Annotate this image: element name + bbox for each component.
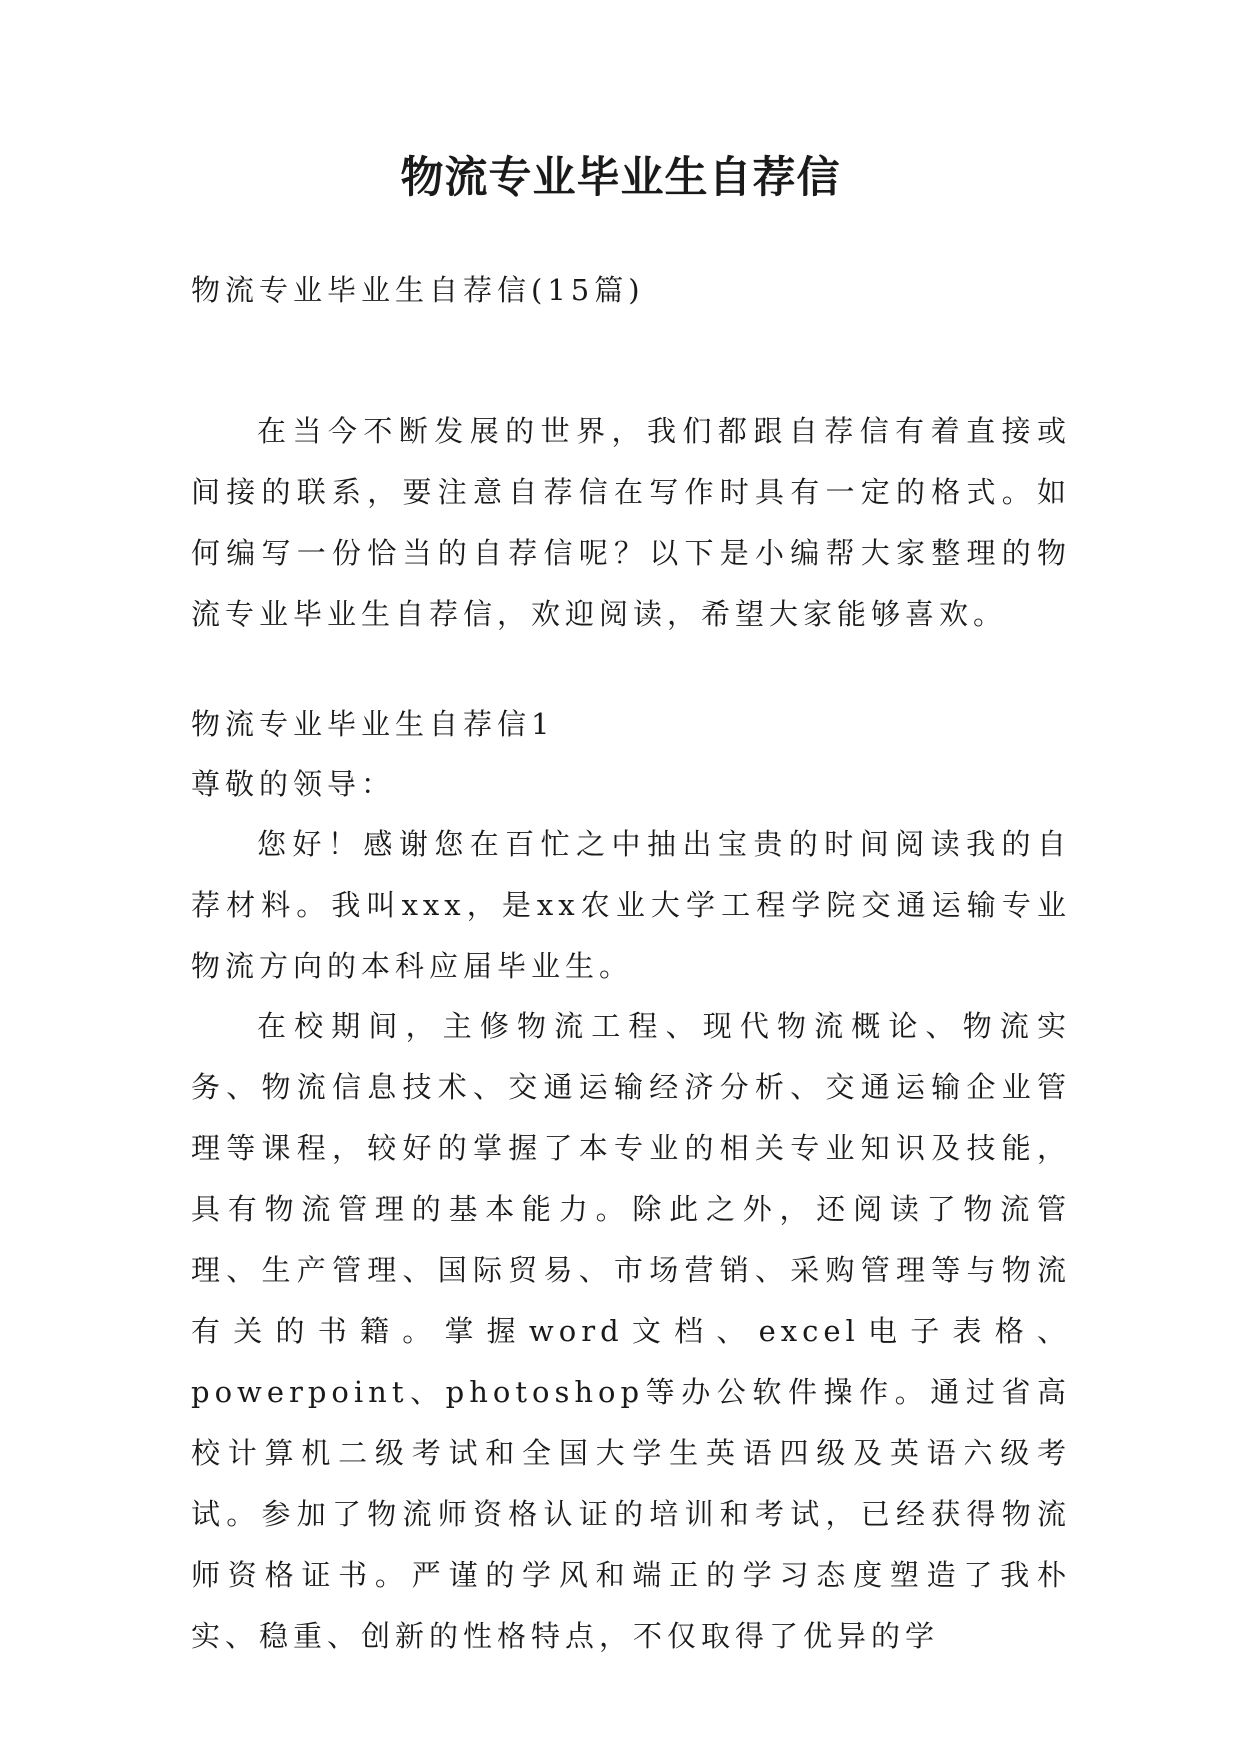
letter-paragraph-2: 在校期间，主修物流工程、现代物流概论、物流实务、物流信息技术、交通运输经济分析、交通运输企业管理等课程，较好的掌握了本专业的相关专业知识及技能，具有物流管理的基本能力。除此之外，还阅读了物流管理、生产管理、国际贸易、市场营销、采购管理等与物流有关的书籍。掌握word文档、excel电子表格、powerpoint、photoshop等办公软件操作。通过省高校计算机二级考试和全国大学生英语四级及英语六级考试。参加了物流师资格认证的培训和考试，已经获得物流师资格证书。严谨的学风和端正的学习态度塑造了我朴实、稳重、创新的性格特点，不仅取得了优异的学 bbox=[191, 1009, 1071, 1653]
document-subtitle: 物流专业毕业生自荐信(15篇) bbox=[191, 273, 645, 307]
document-title: 物流专业毕业生自荐信 bbox=[400, 153, 841, 203]
salutation: 尊敬的领导： bbox=[191, 767, 396, 801]
intro-paragraph: 在当今不断发展的世界，我们都跟自荐信有着直接或间接的联系，要注意自荐信在写作时具有一定的格式。如何编写一份恰当的自荐信呢？以下是小编帮大家整理的物流专业毕业生自荐信，欢迎阅读，希望大家能够喜欢。 bbox=[191, 414, 1071, 631]
letter-heading: 物流专业毕业生自荐信1 bbox=[191, 707, 555, 741]
letter-paragraph-1: 您好！感谢您在百忙之中抽出宝贵的时间阅读我的自荐材料。我叫xxx，是xx农业大学工程学院交通运输专业物流方向的本科应届毕业生。 bbox=[191, 827, 1071, 983]
